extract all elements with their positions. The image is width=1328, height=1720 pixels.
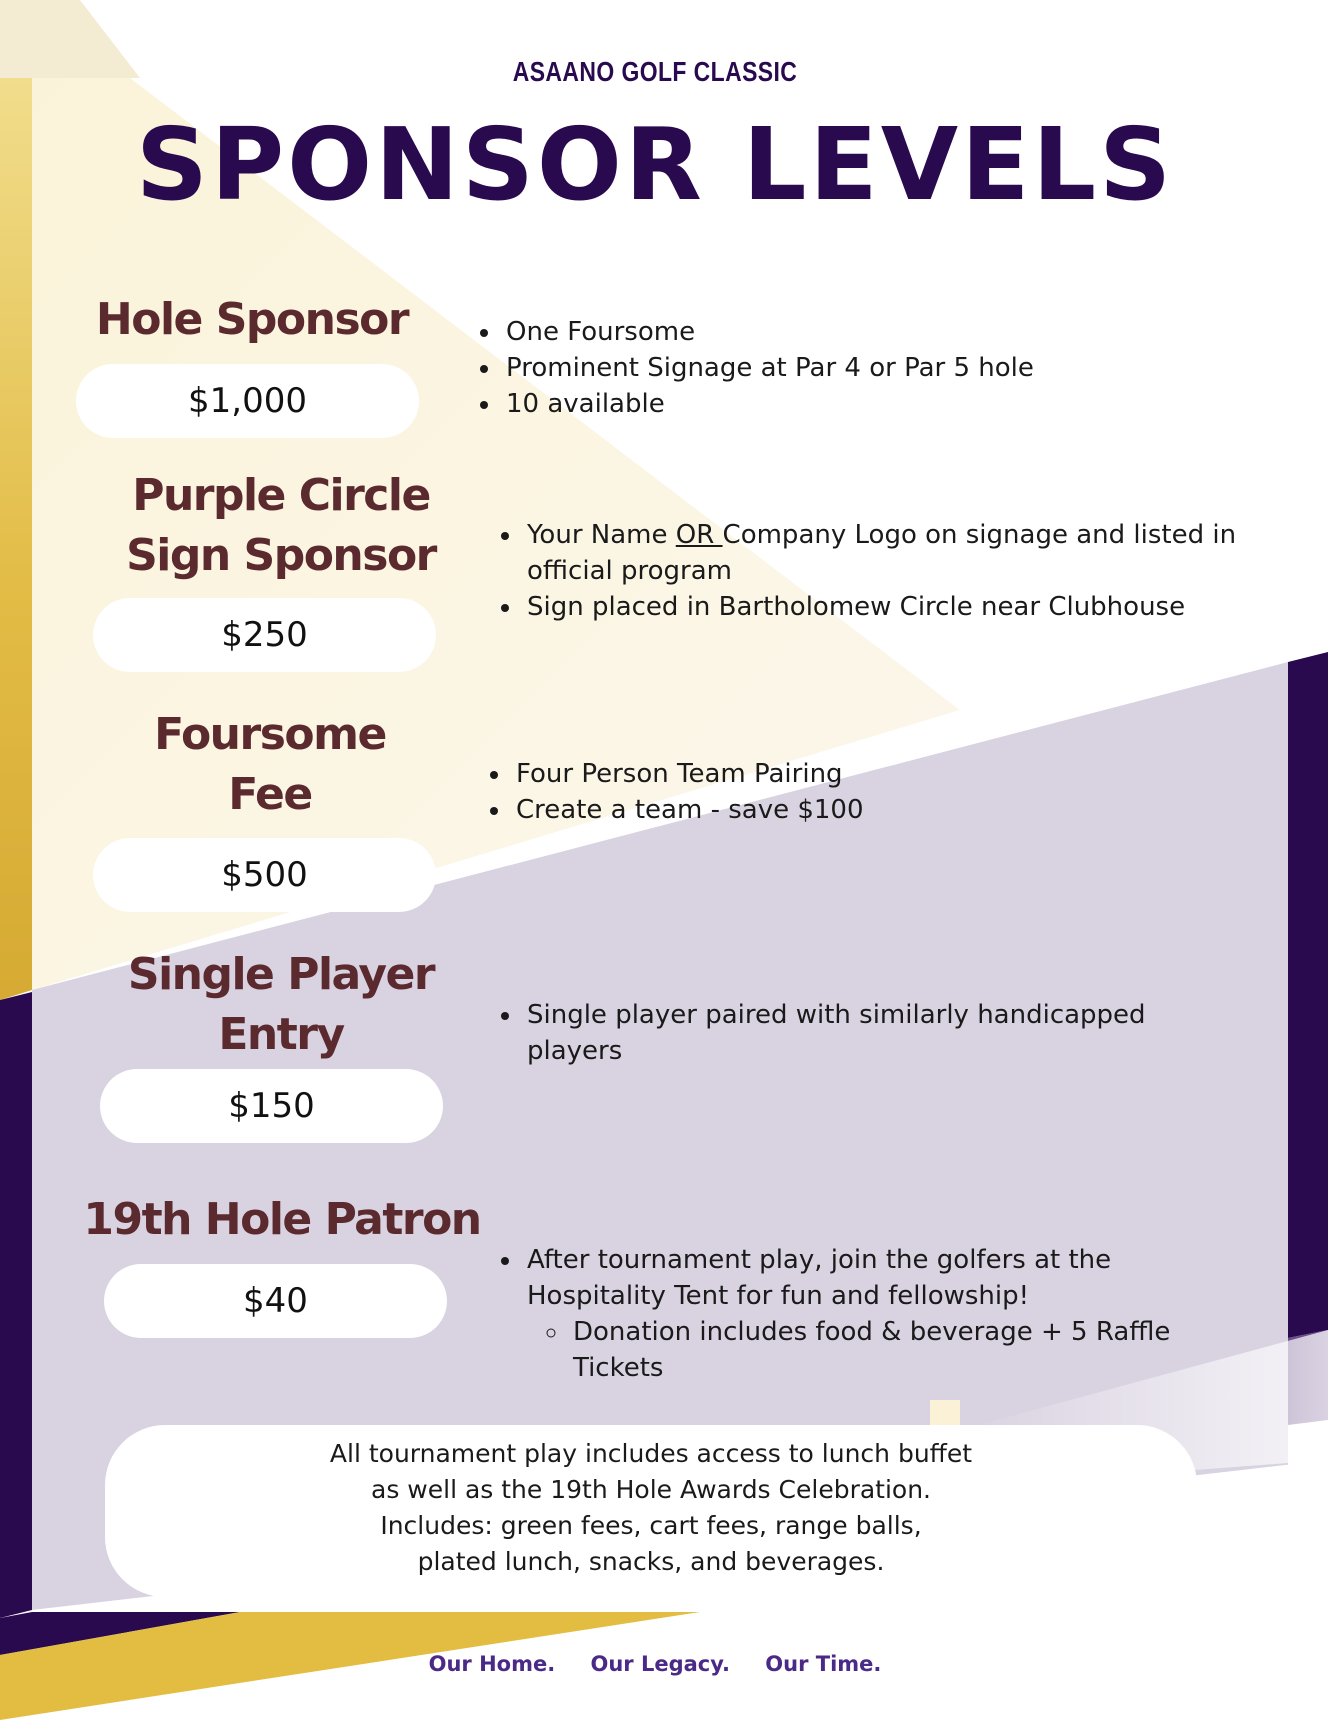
level-name-single-player: Single Player Entry <box>127 949 435 1060</box>
list-item: • After tournament play, join the golfers at the Hospitality Tent for fun and fellowship! ◦ Donation includes food & beverage + 5 Raffle Tickets <box>523 1242 1243 1386</box>
price-pill-19th-hole-patron: $40 <box>104 1264 447 1338</box>
tagline-home: Our Home. <box>428 1652 556 1676</box>
list-item: • One Foursome <box>502 314 1302 350</box>
benefits-list-single-player <box>491 997 1243 1069</box>
sub-list <box>527 1314 1243 1386</box>
level-name-foursome-fee: Foursome Fee <box>154 709 386 820</box>
list-item: • Create a team - save $100 <box>512 792 1302 828</box>
list-item: • Prominent Signage at Par 4 or Par 5 hole <box>502 350 1302 386</box>
tagline-legacy: Our Legacy. <box>590 1652 730 1676</box>
benefits-list-hole-sponsor <box>470 314 1302 422</box>
page-title: SPONSOR LEVELS <box>135 106 1175 223</box>
level-name-hole-sponsor: Hole Sponsor <box>95 294 409 345</box>
footer-tagline <box>0 1652 1310 1676</box>
benefits-list-19th-hole-patron <box>491 1242 1243 1386</box>
list-item: • Four Person Team Pairing <box>512 756 1302 792</box>
price-pill-foursome-fee: $500 <box>93 838 436 912</box>
inclusions-note-text: All tournament play includes access to lunch buffet as well as the 19th Hole Awards Celebration. Includes: green fees, cart fees, range balls, plated lunch, snacks, and beverages. <box>329 1439 973 1576</box>
tagline-time: Our Time. <box>765 1652 882 1676</box>
level-name-19th-hole-patron: 19th Hole Patron <box>83 1194 481 1245</box>
price-pill-purple-circle: $250 <box>93 598 436 672</box>
list-item: • Your Name OR Company Logo on signage and listed in official program <box>523 517 1313 589</box>
price-pill-single-player: $150 <box>100 1069 443 1143</box>
event-name: ASAANO GOLF CLASSIC <box>512 56 798 87</box>
price-pill-hole-sponsor: $1,000 <box>76 364 419 438</box>
list-item: ◦ Donation includes food & beverage + 5 Raffle Tickets <box>569 1314 1243 1386</box>
list-item: • 10 available <box>502 386 1302 422</box>
level-name-purple-circle: Purple Circle Sign Sponsor <box>126 470 436 581</box>
list-item: • Sign placed in Bartholomew Circle near Clubhouse <box>523 589 1313 625</box>
benefits-list-foursome-fee <box>480 756 1302 828</box>
emphasis-or: OR <box>675 520 723 550</box>
list-item: • Single player paired with similarly handicapped players <box>523 997 1243 1069</box>
benefits-list-purple-circle <box>491 517 1313 625</box>
